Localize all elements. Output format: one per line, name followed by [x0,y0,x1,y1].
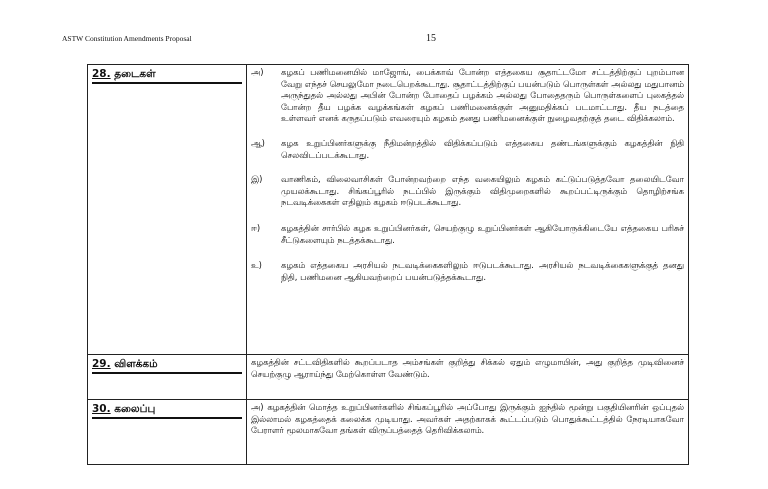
table-row [88,355,689,400]
list-item [251,223,684,246]
section-number: 29. [92,358,111,370]
section-label-cell [88,400,247,465]
item-marker: உ) [251,260,262,271]
section-text: கழகத்தின் சட்டவிதிகளில் கூறப்படாத அம்சங்கள் குறித்து சிக்கல் ஏதும் எழுமாயின், அது குறித்த முடிவினைச் செயற்குழு ஆராய்ந்து மேற்கொள்ள வேண்டும். [251,357,684,379]
item-marker: ஆ) [251,137,265,148]
section-number: 28. [92,68,111,80]
clauses-table [87,64,689,465]
section-content-cell [247,355,689,400]
item-marker: அ) [251,67,264,77]
item-text: கழகம் எத்தகைய அரசியல் நடவடிக்கைகளிலும் ஈடுபடக்கூடாது. அரசியல் நடவடிக்கைகளுக்குத் தனது நிதி, பணிமனை ஆகியவற்றைப் பயன்படுத்தக்கூடாது. [281,260,685,282]
section-title: தடைகள் [114,68,156,80]
list-item [251,138,684,161]
page-number: 15 [426,33,436,44]
list-item [251,260,684,283]
section-heading [92,402,242,419]
section-text: அ) கழகத்தின் மொத்த உறுப்பினர்களில் சிங்கப்பூரில் அப்போது இருக்கும் ஐந்தில் மூன்று பகுதியினரின் ஒப்புதல் இல்லாமல் கழகத்தைக் கலைக்க முடியாது. அவர்கள் அதற்காகக் கூட்டப்படும் பொதுக்கூட்டத்தில் நேரடியாகவோ பேராளர் மூலமாகவோ தங்கள் விருப்பத்தைத் தெரிவிக்கலாம். [251,402,684,436]
item-text: கழக உறுப்பினர்களுக்கு நீதிமன்றத்தில் விதிக்கப்படும் எத்தகைய தண்டங்களுக்கும் கழகத்தின் நிதி செலவிடப்படக்கூடாது. [281,137,684,160]
section-content-cell [247,400,689,465]
section-number: 30. [92,403,111,415]
section-title: விளக்கம் [114,358,158,370]
item-text: வாணிகம், விலைவாசிகள் போன்றவற்றை எந்த வகையிலும் கழகம் கட்டுப்படுத்தவோ தலையிடவோ முயலக்கூடாது. சிங்கப்பூரில் நடப்பில் இருக்கும் விதிமுறைகளில் கூறப்பட்டிருக்கும் தொழிற்சங்க நடவடிக்கைகள் எதிலும் கழகம் ஈடுபடக்கூடாது. [281,174,684,208]
list-item [251,67,684,125]
section-content-cell [247,65,689,355]
item-text: கழகத்தின் சார்பில் கழக உறுப்பினர்கள், செயற்குழு உறுப்பினர்கள் ஆகியோருக்கிடையே எத்தகைய பரிசுச் சீட்டுகளையும் நடத்தக்கூடாது. [281,222,684,245]
section-label-cell [88,65,247,355]
table-row [88,65,689,355]
section-heading [92,357,242,374]
item-marker: இ) [251,174,263,185]
section-title: கலைப்பு [114,403,156,415]
table-row [88,400,689,465]
section-heading [92,67,242,84]
document-title: ASTW Constitution Amendments Proposal [62,34,192,43]
item-marker: ஈ) [251,222,261,233]
list-item [251,174,684,209]
item-text: கழகப் பணிமனையில் மாஜோங், பைக்காவ் போன்ற எத்தகைய சூதாட்டமோ சட்டத்திற்குப் புறம்பான வேறு எந்தச் செயலுமோ நடைபெறக்கூடாது. சூதாட்டத்திற்குப் பயன்படும் பொருள்கள் அல்லது மதுபானம் அருந்துதல் அல்லது அபின் போன்ற போதைப் பழக்கம் அல்லது போதைதரும் பொருள்களைப் புகைத்தல் போன்ற தீய பழக்க வழக்கங்கள் கழகப் பணிமனைக்குள் அனுமதிக்கப் படமாட்டாது. தீய நடத்தை உள்ளவர் எனக் கருதப்படும் எவரையும் கழகம் தனது பணிமனைக்குள் நுழைவதற்குத் தடை விதிக்கலாம். [281,67,684,124]
section-label-cell [88,355,247,400]
